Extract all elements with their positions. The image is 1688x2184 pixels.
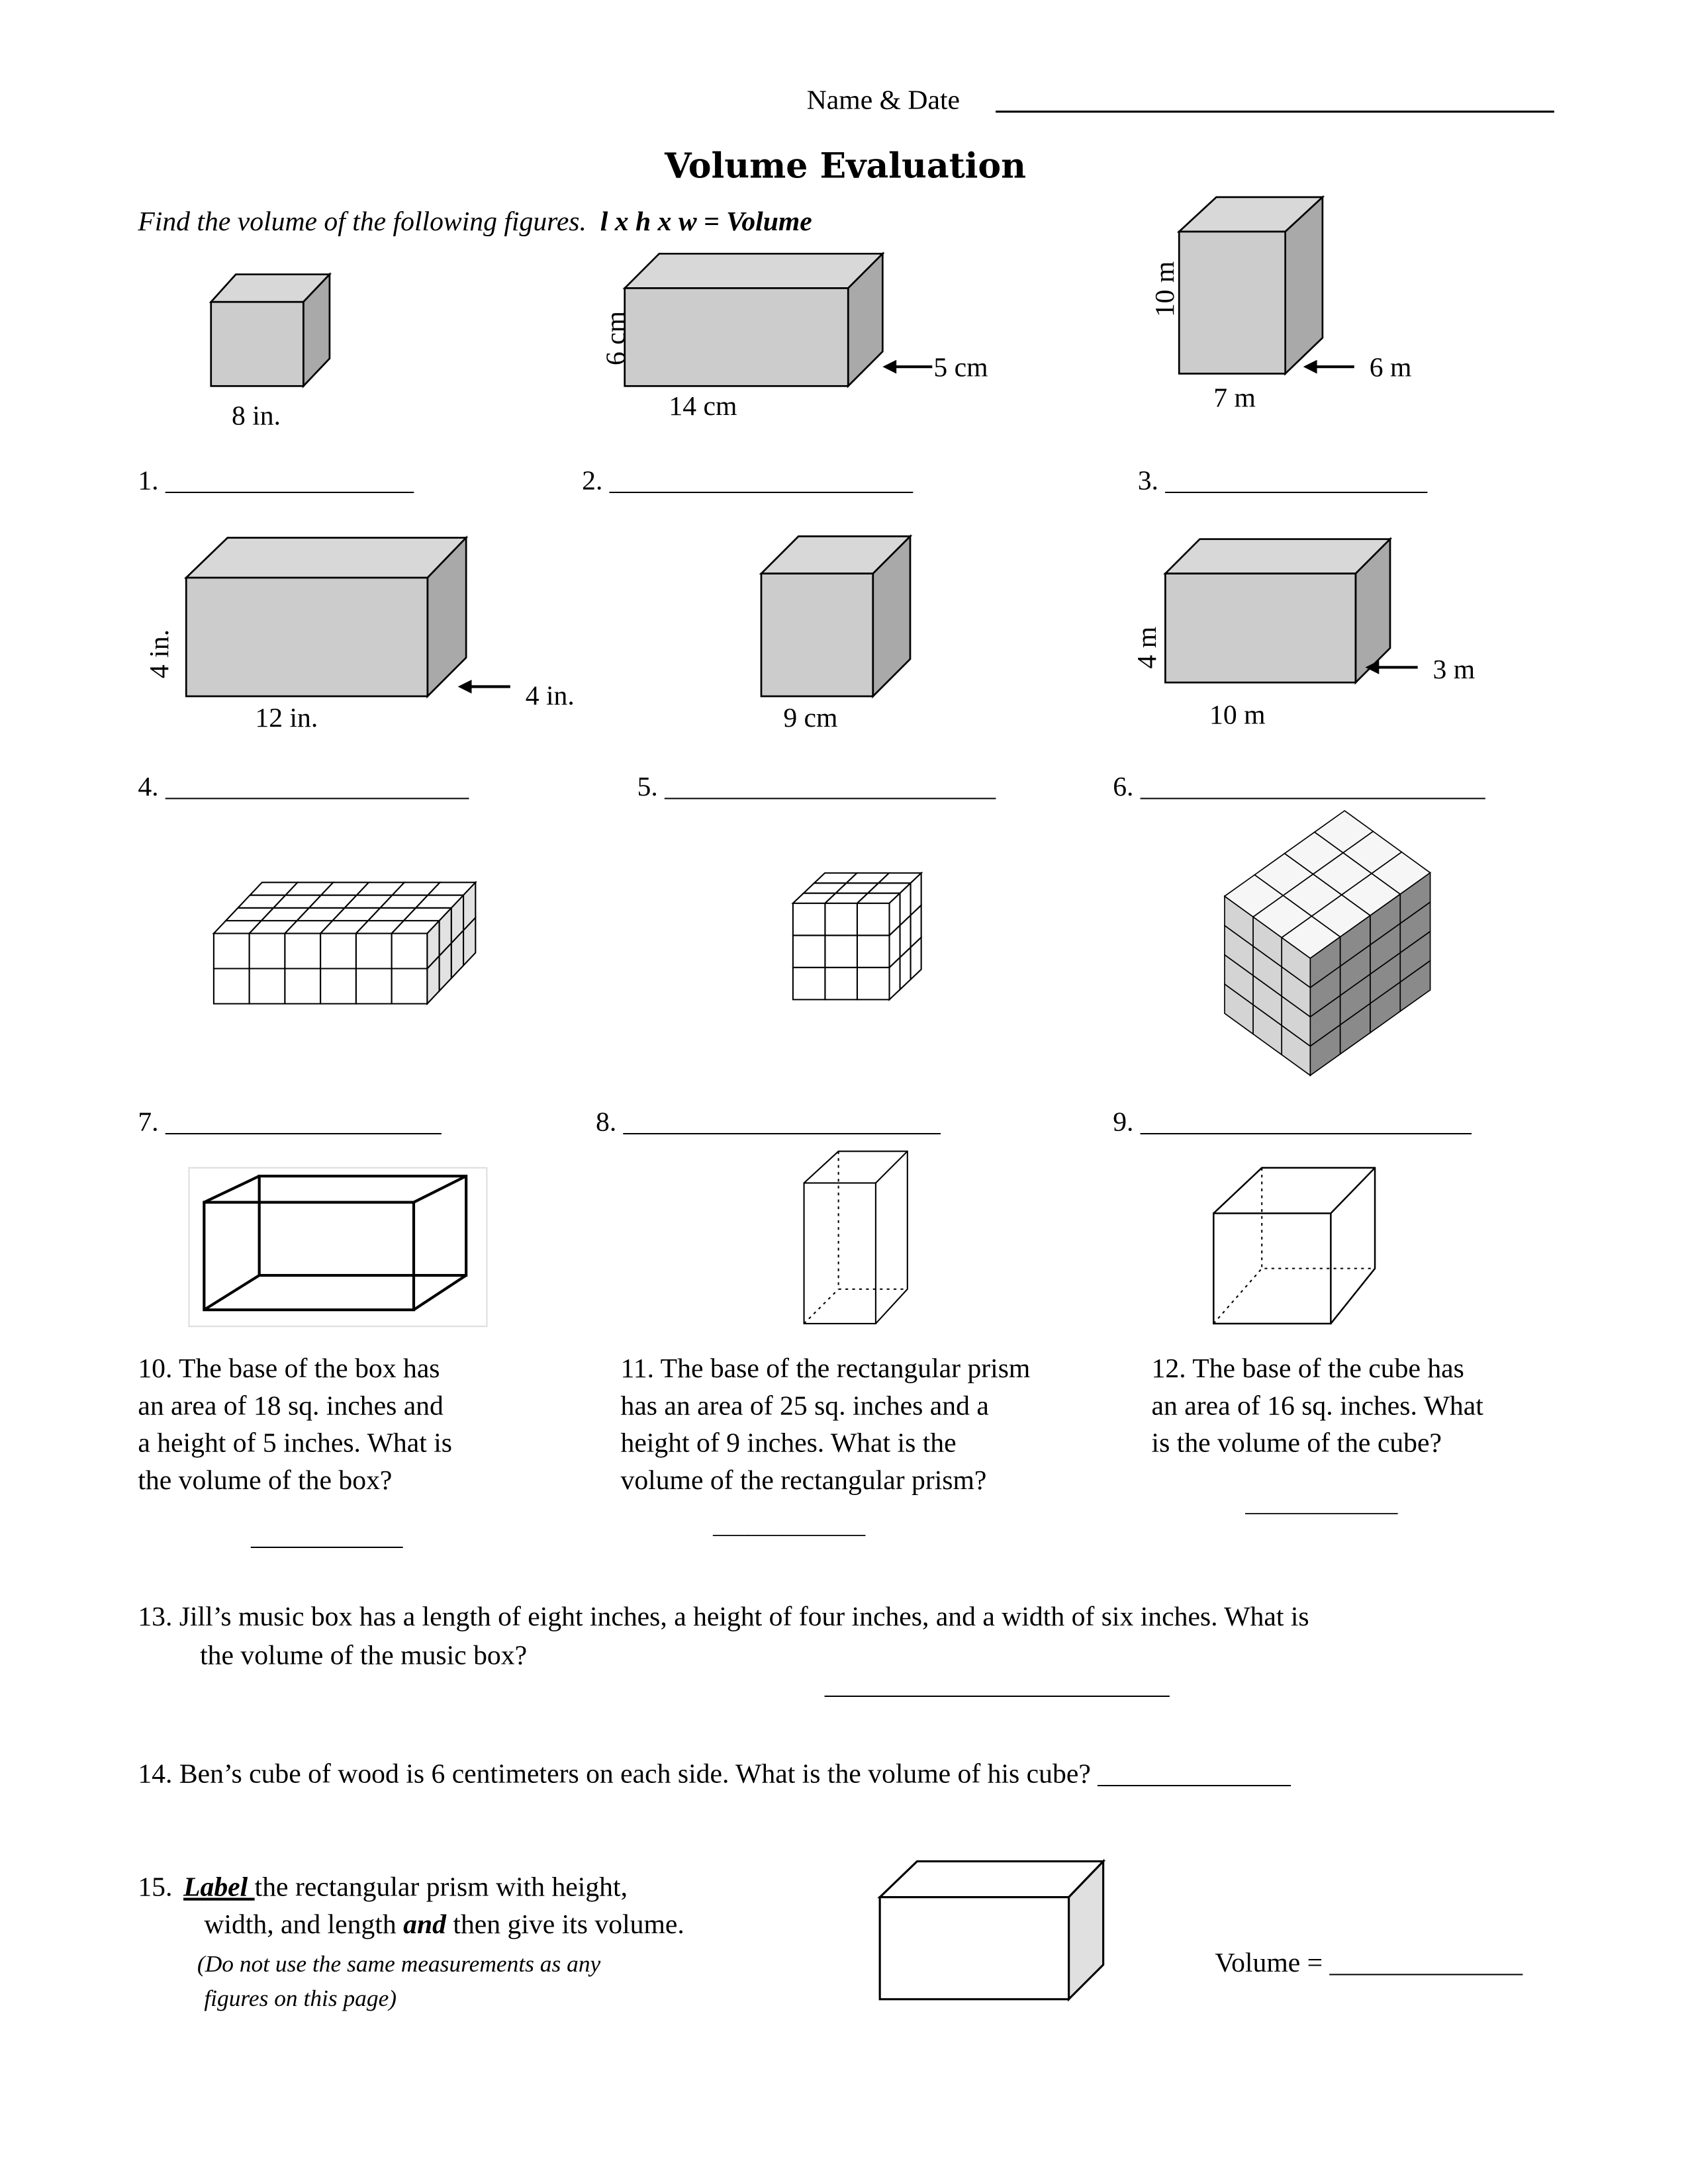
question-text: 11. The base of the rectangular prism — [620, 1353, 1031, 1385]
figure-7-unit-cubes — [214, 882, 475, 1003]
figure-10-box-wireframe — [189, 1168, 487, 1327]
question-15-note: (Do not use the same measurements as any — [197, 1950, 601, 1978]
figure-4-height-label: 4 in. — [144, 629, 175, 678]
answer-1-blank[interactable]: 1. __________________ — [138, 465, 414, 496]
figure-6-width-label: 3 m — [1432, 654, 1476, 685]
answer-12-blank[interactable]: _____________ — [1245, 1490, 1398, 1517]
unit-cube-face — [320, 969, 356, 1004]
figure-8-unit-cubes — [793, 873, 921, 999]
figure-1-side-label: 8 in. — [231, 400, 281, 432]
figure-11-prism-wireframe — [804, 1152, 908, 1324]
unit-cube-face — [250, 969, 285, 1004]
figure-2-width-label: 5 cm — [933, 352, 988, 383]
arrow-left-icon — [1303, 360, 1354, 374]
answer-3-blank[interactable]: 3. ___________________ — [1137, 465, 1428, 496]
unit-cube-face — [825, 968, 857, 1000]
question-text: is the volume of the cube? — [1151, 1428, 1442, 1459]
unit-cube-face — [857, 935, 890, 968]
figure-5-side-label: 9 cm — [783, 702, 838, 733]
figure-6-height-label: 4 m — [1131, 626, 1162, 669]
unit-cube-face — [825, 903, 857, 936]
question-12 — [1152, 1353, 1484, 1516]
question-text: an area of 18 sq. inches and — [138, 1390, 444, 1422]
figure-3-height-label: 10 m — [1149, 261, 1180, 318]
answer-5-blank[interactable]: 5. ________________________ — [637, 772, 996, 803]
name-date-label: Name & Date — [806, 85, 961, 116]
figure-3-prism — [1179, 197, 1323, 374]
question-15-text: 15. Label the rectangular prism with height, — [138, 1872, 628, 1903]
question-text: 12. The base of the cube has — [1151, 1353, 1464, 1385]
figure-9-unit-cubes — [1225, 811, 1430, 1075]
question-15-text-2: width, and length and then give its volume. — [204, 1909, 684, 1940]
unit-cube-face — [825, 935, 857, 968]
unit-cube-face — [320, 933, 356, 968]
unit-cube-face — [356, 933, 392, 968]
unit-cube-face — [356, 969, 392, 1004]
unit-cube-face — [285, 933, 320, 968]
arrow-left-icon — [882, 360, 932, 374]
answer-11-blank[interactable]: _____________ — [713, 1512, 866, 1539]
figure-5-cube — [761, 536, 910, 696]
question-10 — [138, 1353, 452, 1551]
question-text: an area of 16 sq. inches. What — [1151, 1390, 1483, 1422]
answer-9-blank[interactable]: 9. ________________________ — [1113, 1107, 1472, 1138]
question-text: 10. The base of the box has — [138, 1353, 440, 1385]
figure-12-cube-wireframe — [1213, 1168, 1375, 1324]
figure-2-height-label: 6 cm — [600, 310, 632, 366]
answer-7-blank[interactable]: 7. ____________________ — [138, 1107, 442, 1138]
unit-cube-face — [857, 968, 890, 1000]
figure-4-length-label: 12 in. — [255, 702, 318, 733]
question-text: a height of 5 inches. What is — [138, 1428, 453, 1459]
figure-1-cube — [211, 275, 330, 387]
answer-8-blank[interactable]: 8. _______________________ — [595, 1107, 941, 1138]
figure-4-prism — [186, 537, 466, 696]
figure-3-width-label: 6 m — [1369, 352, 1412, 383]
figure-3-length-label: 7 m — [1213, 383, 1256, 414]
answer-13-blank[interactable]: _________________________ — [824, 1669, 1170, 1700]
question-15-note-2: figures on this page) — [204, 1985, 397, 2012]
unit-cube-face — [214, 969, 250, 1004]
volume-answer-blank[interactable]: Volume = ______________ — [1215, 1948, 1523, 1979]
figure-6-prism — [1165, 539, 1390, 683]
figure-6-length-label: 10 m — [1209, 700, 1266, 731]
question-text: has an area of 25 sq. inches and a — [620, 1390, 989, 1422]
answer-4-blank[interactable]: 4. ______________________ — [138, 772, 469, 803]
unit-cube-face — [214, 933, 250, 968]
unit-cube-face — [857, 903, 890, 936]
figure-2-length-label: 14 cm — [669, 391, 737, 422]
answer-6-blank[interactable]: 6. _________________________ — [1113, 772, 1485, 803]
question-text: height of 9 inches. What is the — [620, 1428, 957, 1459]
page-title: Volume Evaluation — [665, 146, 1027, 187]
figure-15-prism — [880, 1861, 1103, 1999]
figure-2-prism — [625, 253, 883, 386]
question-14-text: 14. Ben’s cube of wood is 6 centimeters on each side. What is the volume of his cube? ______________ — [138, 1758, 1291, 1790]
unit-cube-face — [285, 969, 320, 1004]
question-text: the volume of the box? — [138, 1465, 393, 1496]
figure-4-width-label: 4 in. — [525, 680, 575, 711]
unit-cube-face — [793, 968, 825, 1000]
unit-cube-face — [793, 903, 825, 936]
unit-cube-face — [392, 969, 428, 1004]
question-13-text-2: the volume of the music box? — [200, 1640, 528, 1671]
instructions-text: Find the volume of the following figures. l x h x w = Volume — [138, 206, 812, 237]
question-11 — [620, 1353, 1030, 1538]
question-13-text: 13. Jill’s music box has a length of eight inches, a height of four inches, and a width of six inches. What is — [138, 1602, 1309, 1633]
unit-cube-face — [793, 935, 825, 968]
unit-cube-face — [392, 933, 428, 968]
question-text: volume of the rectangular prism? — [620, 1465, 987, 1496]
unit-cube-face — [250, 933, 285, 968]
answer-10-blank[interactable]: ___________ — [251, 1520, 403, 1551]
arrow-left-icon — [458, 680, 510, 694]
answer-2-blank[interactable]: 2. ______________________ — [582, 465, 914, 496]
